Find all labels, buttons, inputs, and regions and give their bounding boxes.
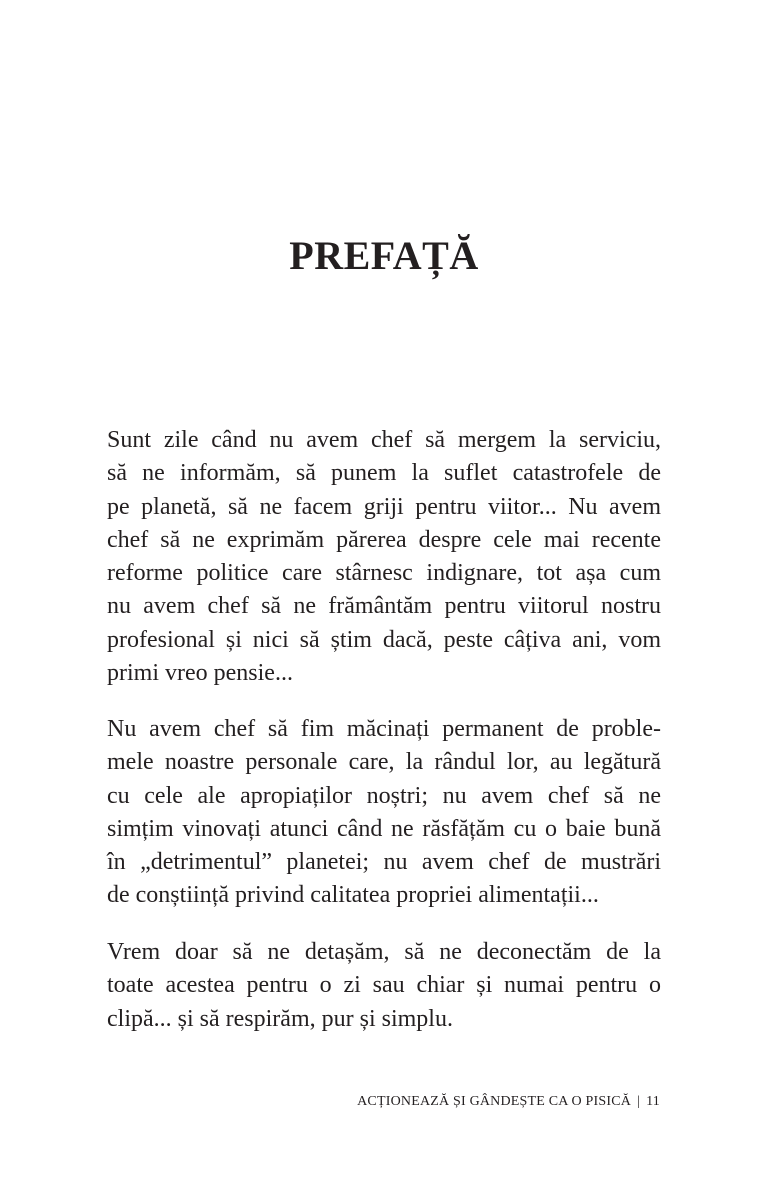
- running-title: ACȚIONEAZĂ ȘI GÂNDEȘTE CA O PISICĂ: [357, 1094, 632, 1109]
- paragraph-3: [107, 936, 661, 1036]
- text-line: Sunt zile când nu avem chef să mergem la serviciu,: [107, 427, 661, 453]
- text-line: mele noastre personale care, la rândul lor, au legătură: [107, 749, 661, 776]
- footer-separator: |: [637, 1094, 641, 1109]
- text-line: pe planetă, să ne facem griji pentru viitor... Nu avem: [107, 493, 661, 520]
- text-line: chef să ne exprimăm părerea despre cele mai recente: [107, 526, 661, 553]
- text-line: reforme politice care stârnesc indignare, tot așa cum: [107, 560, 661, 587]
- text-line: profesional și nici să știm dacă, peste câțiva ani, vom: [107, 626, 661, 653]
- text-line: în „detrimentul” planetei; nu avem chef de mustrări: [107, 849, 661, 876]
- text-line: clipă... și să respirăm, pur și simplu.: [107, 1005, 453, 1032]
- page-footer: [357, 1094, 660, 1110]
- paragraph-2: [107, 713, 661, 913]
- text-line: simțim vinovați atunci când ne răsfățăm cu o baie bună: [107, 815, 661, 842]
- text-line: să ne informăm, să punem la suflet catastrofele de: [107, 460, 661, 487]
- text-line: toate acestea pentru o zi sau chiar și numai pentru o: [107, 972, 661, 999]
- text-line: de conștiință privind calitatea propriei alimentații...: [107, 882, 599, 909]
- chapter-title: PREFAȚĂ: [289, 233, 479, 278]
- paragraph-1: [107, 424, 661, 690]
- text-line: nu avem chef să ne frământăm pentru viitorul nostru: [107, 593, 661, 620]
- text-line: Nu avem chef să fim măcinați permanent de proble-: [107, 716, 661, 742]
- text-line: Vrem doar să ne detașăm, să ne deconectăm de la: [107, 939, 661, 965]
- text-line: cu cele ale apropiaților noștri; nu avem chef să ne: [107, 782, 661, 809]
- text-line: primi vreo pensie...: [107, 660, 293, 687]
- page-number: 11: [646, 1094, 660, 1109]
